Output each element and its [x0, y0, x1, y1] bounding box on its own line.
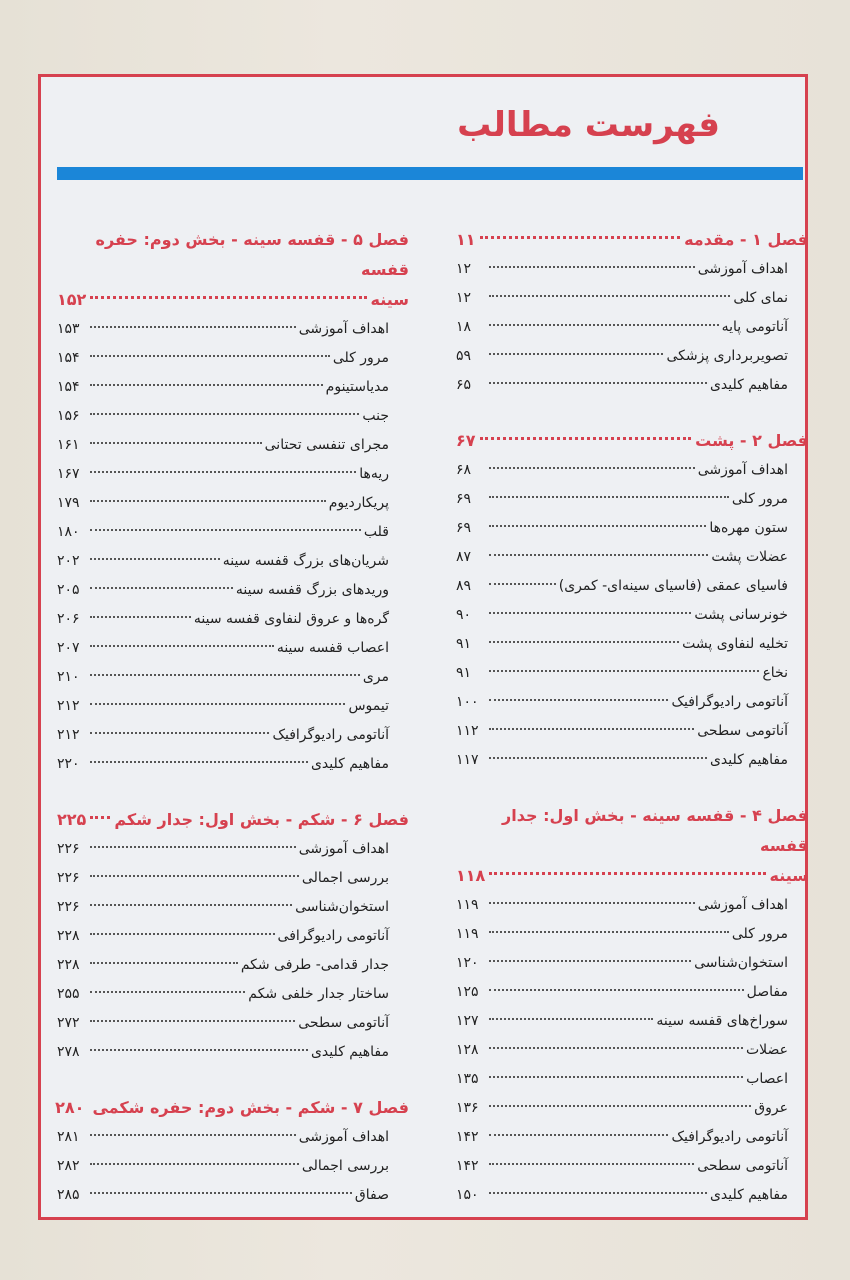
toc-entry: [57, 547, 409, 576]
entry-page-number: ۱۲۷: [456, 1013, 479, 1029]
dot-leader: [90, 326, 296, 328]
toc-entry: [57, 1181, 409, 1210]
toc-entry: [456, 1123, 808, 1152]
entry-title: جنب: [362, 408, 389, 424]
chapter-gap: [456, 775, 808, 801]
dot-leader: [489, 931, 729, 933]
entry-title: آناتومی سطحی: [697, 723, 788, 739]
entry-title: عروق: [754, 1100, 788, 1116]
entry-title: عضلات پشت: [711, 549, 788, 565]
toc-entry: [456, 1036, 808, 1065]
entry-page-number: ۲۰۵: [57, 582, 80, 598]
entry-page-number: ۱۲۰: [456, 955, 479, 971]
entry-page-number: ۲۷۸: [57, 1044, 80, 1060]
dot-leader: [90, 962, 238, 964]
entry-title: اعصاب: [746, 1071, 788, 1087]
entry-title: مری: [362, 669, 389, 685]
entry-page-number: ۲۰۶: [57, 611, 80, 627]
toc-entry: [57, 692, 409, 721]
dot-leader: [90, 933, 275, 935]
entry-title: جدار قدامی- طرفی شکم: [240, 957, 389, 973]
toc-entry: [57, 663, 409, 692]
dot-leader: [489, 1076, 743, 1078]
entry-page-number: ۱۱۲: [456, 723, 479, 739]
entry-page-number: ۱۱۷: [456, 752, 479, 768]
dot-leader: [480, 236, 681, 239]
dot-leader: [90, 645, 274, 647]
entry-title: آناتومی سطحی: [298, 1015, 389, 1031]
dot-leader: [489, 324, 719, 326]
entry-page-number: ۲۸۲: [57, 1158, 80, 1174]
toc-entry: [57, 721, 409, 750]
chapter-title: فصل ۷ - شکم - بخش دوم: حفره شکمی: [92, 1098, 409, 1117]
toc-entry: [456, 514, 808, 543]
entry-title: فاسیای عمقی (فاسیای سینه‌ای- کمری): [558, 578, 788, 594]
dot-leader: [489, 467, 695, 469]
entry-title: ستون مهره‌ها: [709, 520, 788, 536]
entry-page-number: ۲۰۲: [57, 553, 80, 569]
toc-entry: [456, 342, 808, 371]
dot-leader: [489, 1105, 751, 1107]
entry-title: مفاهیم کلیدی: [709, 1187, 788, 1203]
entry-page-number: ۱۵۰: [456, 1187, 479, 1203]
dot-leader: [90, 442, 262, 444]
chapter-page-number: ۱۵۲: [57, 290, 87, 309]
entry-title: تصویربرداری پزشکی: [666, 348, 788, 364]
chapter-page-number: ۲۲۵: [57, 810, 87, 829]
entry-page-number: ۲۸۱: [57, 1129, 80, 1145]
entry-page-number: ۱۳۶: [456, 1100, 479, 1116]
dot-leader: [489, 382, 707, 384]
dot-leader: [90, 471, 356, 473]
dot-leader: [489, 525, 706, 527]
entry-page-number: ۶۵: [456, 377, 472, 393]
entry-title: ریه‌ها: [359, 466, 389, 482]
chapter-heading: [456, 426, 808, 456]
entry-page-number: ۱۶۷: [57, 466, 80, 482]
chapter-page-number: ۱۱۸: [456, 866, 486, 885]
entry-title: مفاهیم کلیدی: [310, 756, 389, 772]
toc-entry: [456, 949, 808, 978]
toc-entry: [57, 922, 409, 951]
entry-title: گره‌ها و عروق لنفاوی قفسه سینه: [193, 611, 389, 627]
entry-title: وریدهای بزرگ قفسه سینه: [235, 582, 389, 598]
toc-column-left: [57, 225, 409, 1210]
entry-page-number: ۱۲۸: [456, 1042, 479, 1058]
chapter-page-number: ۲۸۰: [55, 1098, 85, 1117]
chapter-page-number: ۱۱: [456, 230, 476, 249]
dot-leader: [90, 413, 359, 415]
entry-page-number: ۱۱۹: [456, 897, 479, 913]
toc-entry: [456, 717, 808, 746]
dot-leader: [90, 761, 308, 763]
entry-page-number: ۹۱: [456, 636, 472, 652]
entry-title: اهداف آموزشی: [298, 1129, 389, 1145]
entry-page-number: ۹۱: [456, 665, 472, 681]
title-underline-bar: [57, 167, 803, 180]
entry-page-number: ۱۴۲: [456, 1129, 479, 1145]
entry-title: شریان‌های بزرگ قفسه سینه: [222, 553, 389, 569]
dot-leader: [489, 554, 708, 556]
entry-title: مجرای تنفسی تحتانی: [264, 437, 389, 453]
dot-leader: [90, 384, 323, 386]
entry-page-number: ۱۳۵: [456, 1071, 479, 1087]
dot-leader: [90, 529, 361, 531]
dot-leader: [90, 846, 296, 848]
entry-title: صفاق: [354, 1187, 389, 1203]
dot-leader: [489, 641, 679, 643]
toc-entry: [57, 315, 409, 344]
entry-page-number: ۱۰۰: [456, 694, 479, 710]
toc-entry: [57, 864, 409, 893]
entry-page-number: ۱۲: [456, 261, 472, 277]
entry-page-number: ۱۴۲: [456, 1158, 479, 1174]
entry-title: اهداف آموزشی: [298, 841, 389, 857]
entry-title: بررسی اجمالی: [301, 870, 389, 886]
dot-leader: [489, 583, 556, 585]
dot-leader: [90, 296, 366, 299]
entry-page-number: ۱۲: [456, 290, 472, 306]
dot-leader: [90, 703, 345, 705]
toc-entry: [456, 371, 808, 400]
entry-page-number: ۱۲۵: [456, 984, 479, 1000]
dot-leader: [489, 1163, 694, 1165]
entry-page-number: ۲۸۵: [57, 1187, 80, 1203]
dot-leader: [90, 1192, 352, 1194]
entry-title: مفاهیم کلیدی: [709, 752, 788, 768]
entry-title: مرور کلی: [731, 926, 788, 942]
chapter-heading: [456, 801, 808, 891]
entry-title: مفاهیم کلیدی: [310, 1044, 389, 1060]
toc-entry: [456, 659, 808, 688]
toc-entry: [456, 543, 808, 572]
entry-title: آناتومی رادیوگرافی: [277, 928, 389, 944]
entry-title: اهداف آموزشی: [697, 462, 788, 478]
dot-leader: [489, 757, 707, 759]
entry-page-number: ۶۹: [456, 520, 472, 536]
toc-entry: [456, 978, 808, 1007]
toc-entry: [456, 601, 808, 630]
entry-title: بررسی اجمالی: [301, 1158, 389, 1174]
entry-page-number: ۲۲۸: [57, 928, 80, 944]
entry-title: مفاهیم کلیدی: [709, 377, 788, 393]
entry-title: استخوان‌شناسی: [694, 955, 788, 971]
entry-page-number: ۱۵۴: [57, 350, 80, 366]
toc-entry: [456, 746, 808, 775]
chapter-title-line1: فصل ۴ - قفسه سینه - بخش اول: جدار قفسه: [502, 806, 808, 855]
toc-entry: [456, 284, 808, 313]
entry-title: اهداف آموزشی: [697, 897, 788, 913]
chapter-gap: [456, 400, 808, 426]
toc-entry: [57, 344, 409, 373]
toc-entry: [57, 1123, 409, 1152]
dot-leader: [90, 616, 191, 618]
entry-page-number: ۱۶۱: [57, 437, 80, 453]
dot-leader: [489, 989, 744, 991]
dot-leader: [90, 904, 292, 906]
entry-title: مرور کلی: [731, 491, 788, 507]
toc-entry: [57, 431, 409, 460]
entry-page-number: ۲۲۶: [57, 841, 80, 857]
dot-leader: [489, 266, 695, 268]
entry-title: سوراخ‌های قفسه سینه: [656, 1013, 788, 1029]
dot-leader: [489, 496, 729, 498]
dot-leader: [489, 1018, 653, 1020]
toc-entry: [456, 485, 808, 514]
dot-leader: [90, 558, 220, 560]
dot-leader: [489, 612, 691, 614]
entry-page-number: ۱۱۹: [456, 926, 479, 942]
toc-entry: [57, 402, 409, 431]
toc-entry: [456, 891, 808, 920]
toc-entry: [57, 373, 409, 402]
entry-page-number: ۹۰: [456, 607, 472, 623]
dot-leader: [90, 875, 299, 877]
toc-entry: [57, 605, 409, 634]
entry-page-number: ۸۷: [456, 549, 472, 565]
entry-title: آناتومی سطحی: [697, 1158, 788, 1174]
toc-entry: [456, 456, 808, 485]
entry-page-number: ۱۵۴: [57, 379, 80, 395]
dot-leader: [489, 295, 730, 297]
toc-entry: [456, 1181, 808, 1210]
chapter-heading: [57, 225, 409, 315]
toc-entry: [456, 1094, 808, 1123]
toc-entry: [57, 518, 409, 547]
toc-entry: [57, 634, 409, 663]
dot-leader: [489, 1047, 743, 1049]
entry-title: عضلات: [745, 1042, 788, 1058]
dot-leader: [90, 1163, 299, 1165]
entry-page-number: ۱۵۳: [57, 321, 80, 337]
chapter-heading: [456, 225, 808, 255]
dot-leader: [489, 728, 694, 730]
chapter-title: فصل ۱ - مقدمه: [684, 230, 808, 249]
dot-leader: [90, 1020, 295, 1022]
dot-leader: [480, 437, 692, 440]
entry-title: اهداف آموزشی: [697, 261, 788, 277]
entry-page-number: ۱۸۰: [57, 524, 80, 540]
entry-title: قلب: [363, 524, 389, 540]
dot-leader: [90, 674, 360, 676]
chapter-gap: [57, 779, 409, 805]
dot-leader: [489, 670, 759, 672]
entry-page-number: ۲۰۷: [57, 640, 80, 656]
toc-entry: [57, 460, 409, 489]
dot-leader: [489, 1192, 707, 1194]
entry-title: نخاع: [762, 665, 788, 681]
toc-entry: [456, 1007, 808, 1036]
page-title: فهرست مطالب: [457, 105, 720, 145]
entry-page-number: ۲۲۰: [57, 756, 80, 772]
dot-leader: [489, 902, 695, 904]
toc-entry: [57, 835, 409, 864]
toc-entry: [456, 1152, 808, 1181]
entry-page-number: ۲۲۶: [57, 870, 80, 886]
toc-entry: [57, 1038, 409, 1067]
entry-title: ساختار جدار خلفی شکم: [248, 986, 389, 1002]
entry-title: نمای کلی: [733, 290, 788, 306]
dot-leader: [90, 500, 326, 502]
toc-frame: [38, 74, 808, 1220]
entry-page-number: ۲۱۲: [57, 727, 80, 743]
toc-entry: [57, 1009, 409, 1038]
entry-title: تیموس: [348, 698, 389, 714]
dot-leader: [90, 991, 245, 993]
entry-page-number: ۲۲۸: [57, 957, 80, 973]
toc-entry: [57, 980, 409, 1009]
entry-title: اهداف آموزشی: [298, 321, 389, 337]
entry-title: مرور کلی: [332, 350, 389, 366]
dot-leader: [90, 816, 110, 819]
dot-leader: [489, 1134, 668, 1136]
entry-title: آناتومی رادیوگرافیک: [272, 727, 389, 743]
entry-title: آناتومی رادیوگرافیک: [671, 694, 788, 710]
entry-page-number: ۲۱۰: [57, 669, 80, 685]
chapter-title-line2: سینه: [370, 290, 409, 309]
dot-leader: [489, 353, 663, 355]
toc-entry: [456, 1065, 808, 1094]
chapter-title: فصل ۲ - پشت: [695, 431, 808, 450]
entry-page-number: ۱۵۶: [57, 408, 80, 424]
entry-page-number: ۱۸: [456, 319, 472, 335]
entry-title: اعصاب قفسه سینه: [276, 640, 389, 656]
entry-title: مفاصل: [746, 984, 788, 1000]
entry-page-number: ۲۲۶: [57, 899, 80, 915]
entry-page-number: ۶۸: [456, 462, 472, 478]
chapter-page-number: ۶۷: [456, 431, 476, 450]
entry-title: آناتومی پایه: [721, 319, 788, 335]
chapter-heading: [57, 805, 409, 835]
toc-entry: [57, 750, 409, 779]
dot-leader: [90, 1049, 308, 1051]
chapter-heading: [57, 1093, 409, 1123]
entry-title: پریکاردیوم: [328, 495, 389, 511]
dot-leader: [90, 587, 233, 589]
dot-leader: [90, 1134, 296, 1136]
toc-entry: [57, 1152, 409, 1181]
toc-entry: [456, 688, 808, 717]
entry-title: مدیاستینوم: [325, 379, 389, 395]
toc-entry: [57, 893, 409, 922]
entry-page-number: ۸۹: [456, 578, 472, 594]
toc-entry: [57, 576, 409, 605]
entry-page-number: ۲۱۲: [57, 698, 80, 714]
entry-title: تخلیه لنفاوی پشت: [682, 636, 788, 652]
entry-page-number: ۵۹: [456, 348, 472, 364]
dot-leader: [489, 872, 765, 875]
entry-title: آناتومی رادیوگرافیک: [671, 1129, 788, 1145]
toc-entry: [456, 313, 808, 342]
toc-entry: [57, 951, 409, 980]
entry-page-number: ۲۵۵: [57, 986, 80, 1002]
entry-title: خونرسانی پشت: [694, 607, 788, 623]
chapter-title-line2: سینه: [769, 866, 808, 885]
dot-leader: [489, 699, 668, 701]
dot-leader: [90, 732, 269, 734]
entry-title: استخوان‌شناسی: [295, 899, 389, 915]
toc-entry: [456, 572, 808, 601]
toc-entry: [456, 630, 808, 659]
dot-leader: [90, 355, 330, 357]
entry-page-number: ۲۷۲: [57, 1015, 80, 1031]
chapter-title-line1: فصل ۵ - قفسه سینه - بخش دوم: حفره قفسه: [95, 230, 409, 279]
chapter-gap: [57, 1067, 409, 1093]
toc-entry: [57, 489, 409, 518]
toc-column-right: [456, 225, 808, 1210]
entry-page-number: ۶۹: [456, 491, 472, 507]
dot-leader: [489, 960, 691, 962]
toc-entry: [456, 255, 808, 284]
entry-page-number: ۱۷۹: [57, 495, 80, 511]
toc-entry: [456, 920, 808, 949]
chapter-title: فصل ۶ - شکم - بخش اول: جدار شکم: [114, 810, 409, 829]
